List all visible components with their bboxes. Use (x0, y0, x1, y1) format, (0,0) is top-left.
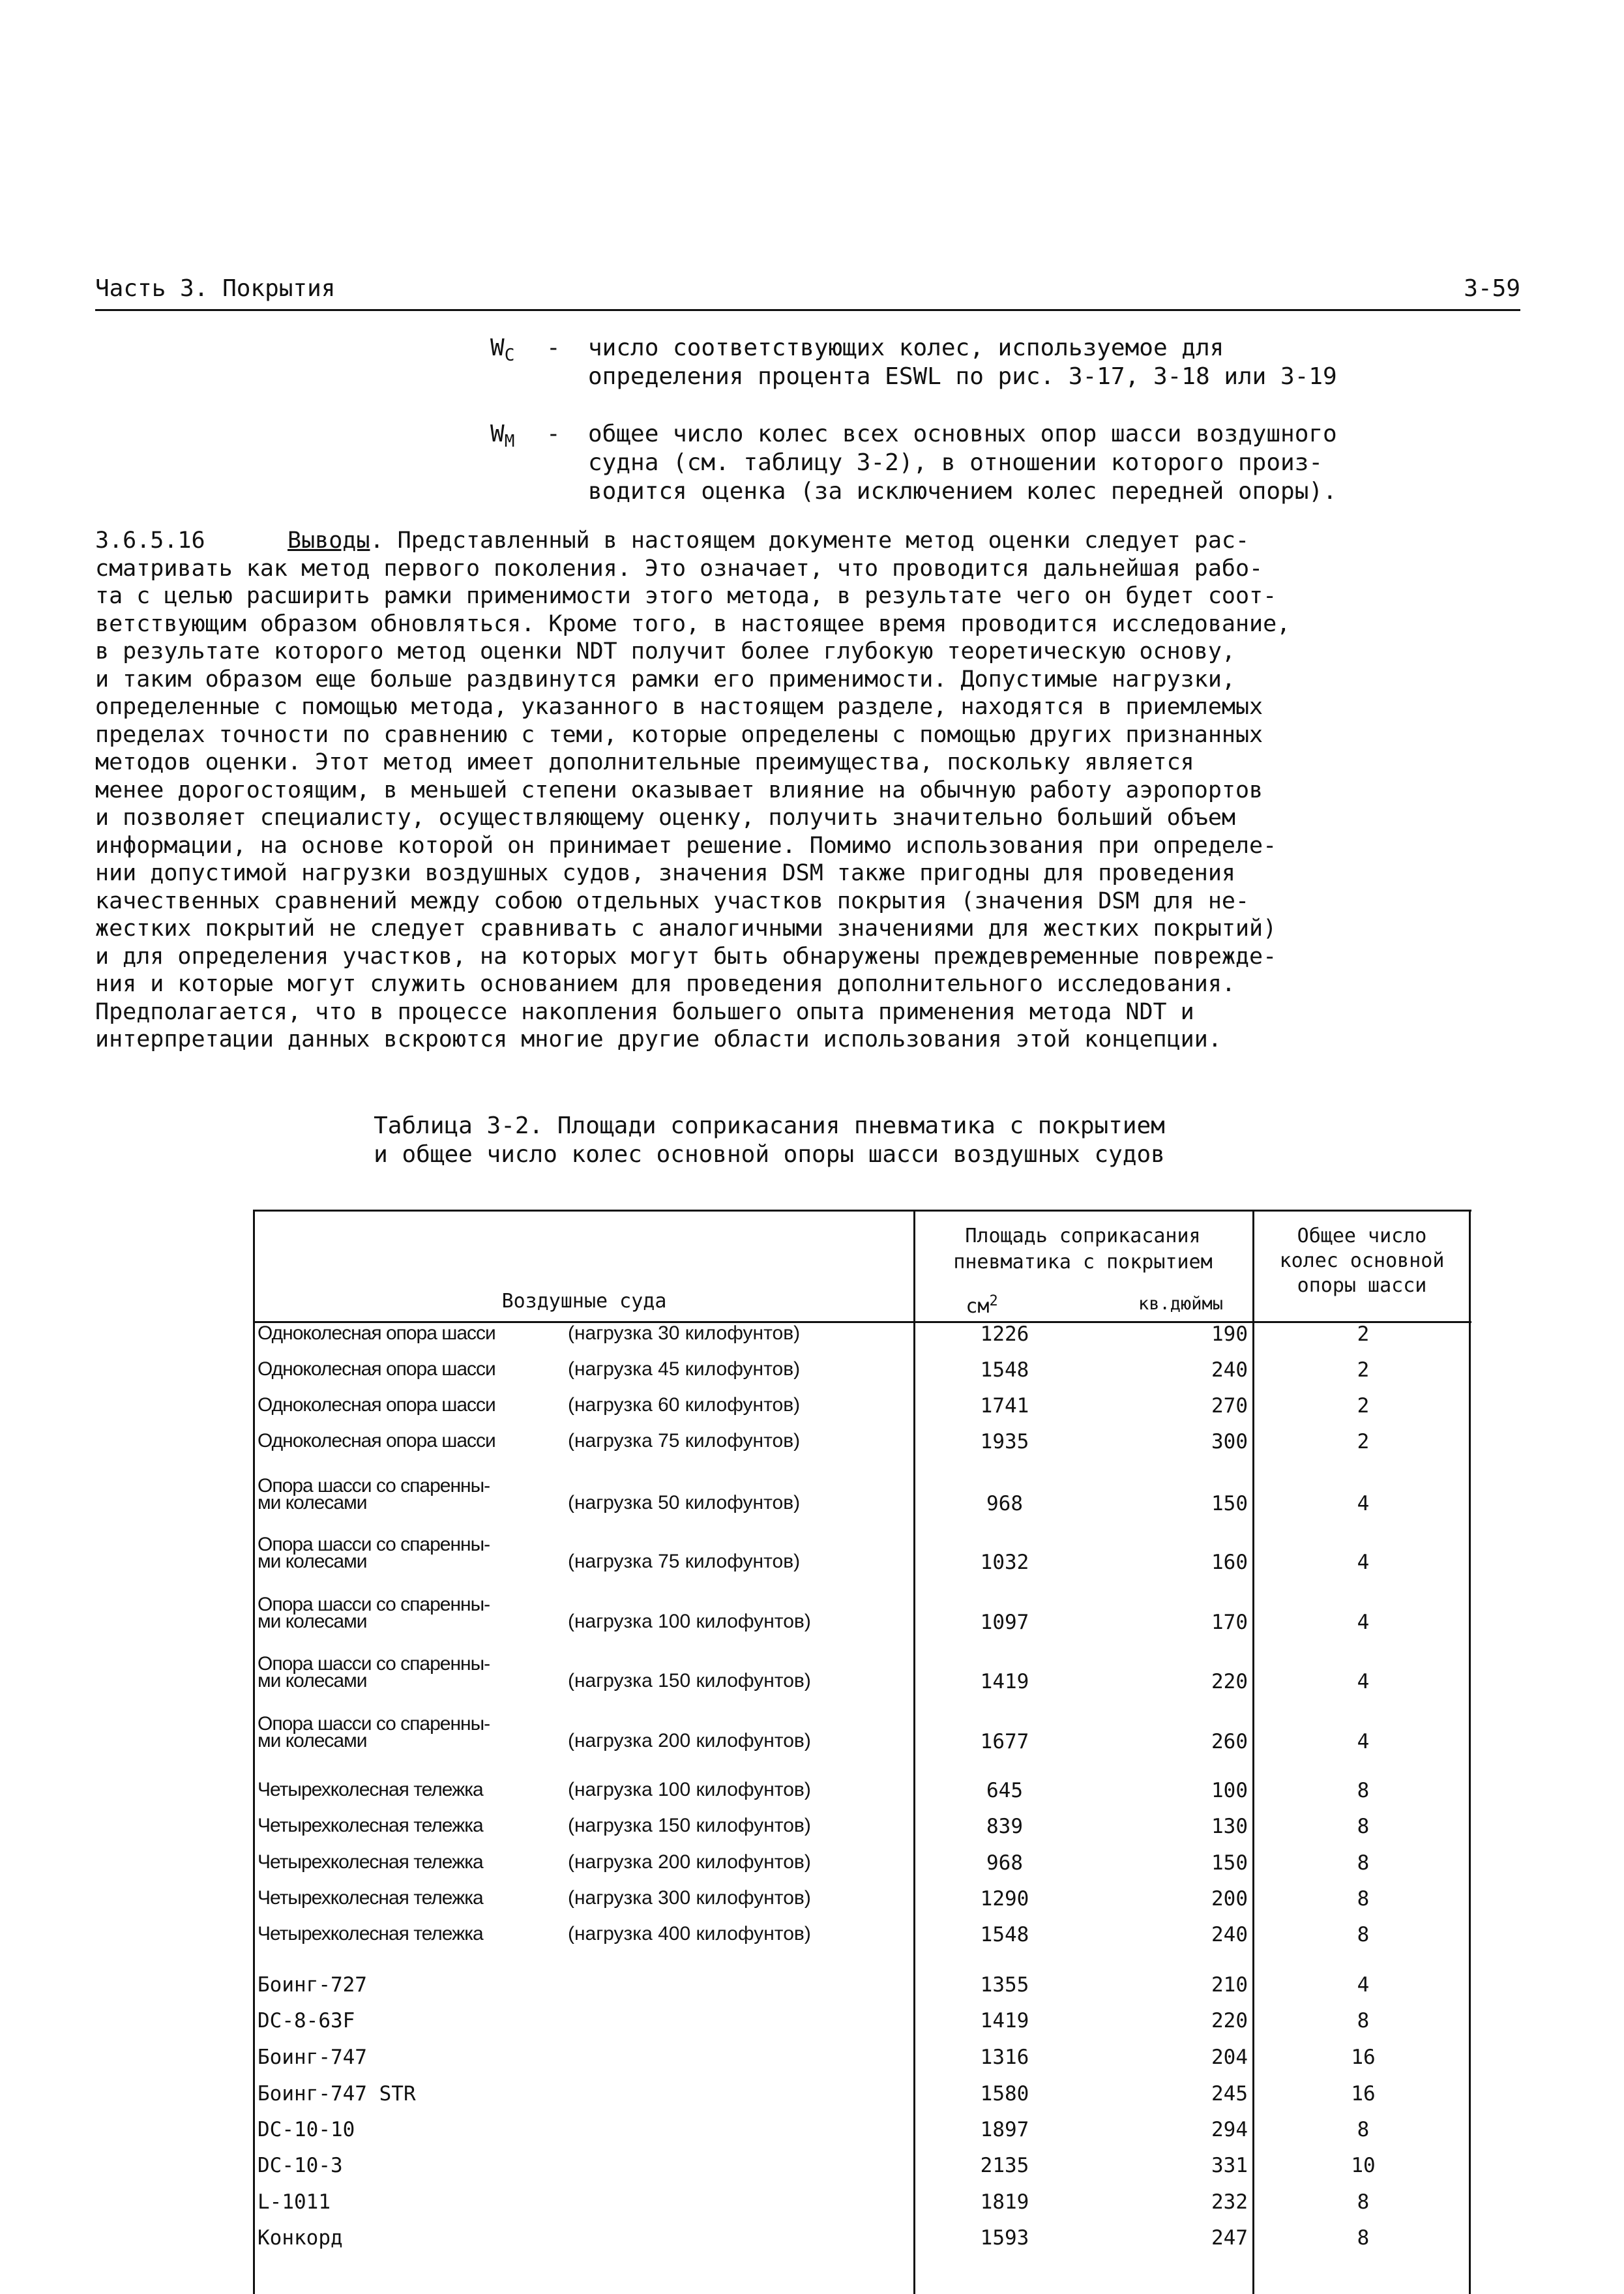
area-sq-in: 232 (1211, 2190, 1248, 2214)
aircraft-name: Четырехколесная тележка (258, 1815, 483, 1836)
load-note: (нагрузка 100 килофунтов) (568, 1779, 811, 1800)
para-line: в результате которого метод оценки NDT получит более глубокую теоретическую основу, (95, 638, 1235, 664)
area-cm2: 968 (986, 1851, 1023, 1875)
wheel-count: 4 (1357, 1730, 1370, 1753)
table-row (255, 1973, 1471, 2010)
area-sq-in: 260 (1211, 1730, 1248, 1753)
wheel-count: 4 (1357, 1551, 1370, 1574)
wheel-count: 4 (1357, 1611, 1370, 1634)
section-title: Часть 3. Покрытия (95, 275, 336, 302)
wheel-count: 8 (1357, 1851, 1370, 1875)
table-row (255, 1534, 1471, 1587)
symbol: $W_M$ (490, 421, 515, 452)
area-cm2: 1935 (980, 1430, 1029, 1453)
aircraft-name: Боинг-727 (258, 1973, 367, 1997)
definition-line: судна (см. таблицу 3-2), в отношении которого произ- (588, 449, 1323, 476)
load-note: (нагрузка 400 килофунтов) (568, 1923, 811, 1944)
load-note: (нагрузка 150 килофунтов) (568, 1670, 811, 1691)
table-row (255, 1653, 1471, 1706)
para-line: и позволяет специалисту, осуществляющему оценку, получить значительно больший объем (95, 805, 1235, 831)
aircraft-name-line1: Опора шасси со спаренны- (258, 1713, 490, 1735)
aircraft-name: DC-8-63F (258, 2009, 355, 2033)
para-line: ния и которые могут служить основанием для проведения дополнительного исследования. (95, 971, 1235, 997)
area-cm2: 1819 (980, 2190, 1029, 2214)
table-row (255, 1430, 1471, 1467)
wheel-count: 2 (1357, 1430, 1370, 1453)
para-line: методов оценки. Этот метод имеет дополнительные преимущества, поскольку является (95, 749, 1194, 775)
area-sq-in: 130 (1211, 1815, 1248, 1838)
area-cm2: 1548 (980, 1923, 1029, 1946)
area-sq-in: 240 (1211, 1358, 1248, 1382)
area-sq-in: 160 (1211, 1551, 1248, 1574)
table-row (255, 1358, 1471, 1395)
load-note: (нагрузка 45 килофунтов) (568, 1358, 801, 1380)
load-note: (нагрузка 200 килофунтов) (568, 1730, 811, 1751)
area-cm2: 645 (986, 1779, 1023, 1802)
table-row (255, 1779, 1471, 1815)
wheel-count: 8 (1357, 2009, 1370, 2033)
load-note: (нагрузка 60 килофунтов) (568, 1394, 801, 1416)
area-sq-in: 270 (1211, 1394, 1248, 1418)
header-count-line3: опоры шасси (1297, 1274, 1427, 1297)
aircraft-name-line1: Опора шасси со спаренны- (258, 1534, 490, 1555)
table-row (255, 2046, 1471, 2082)
conclusions-paragraph (95, 527, 1549, 1054)
para-line: определенные с помощью метода, указанного в настоящем разделе, находятся в приемлемых (95, 694, 1263, 720)
area-cm2: 968 (986, 1492, 1023, 1515)
dash: - (546, 421, 561, 447)
area-cm2: 1593 (980, 2226, 1029, 2250)
definition-line: водится оценка (за исключением колес передней опоры). (588, 478, 1337, 505)
area-sq-in: 240 (1211, 1923, 1248, 1946)
wheel-count: 16 (1351, 2046, 1376, 2069)
aircraft-name: Конкорд (258, 2226, 343, 2250)
area-cm2: 1419 (980, 1670, 1029, 1693)
aircraft-name: Боинг-747 STR (258, 2082, 416, 2106)
area-sq-in: 245 (1211, 2082, 1248, 2106)
aircraft-name: Четырехколесная тележка (258, 1887, 483, 1909)
load-note: (нагрузка 50 килофунтов) (568, 1492, 801, 1513)
wheel-count: 8 (1357, 2226, 1370, 2250)
symbol: $W_C$ (490, 335, 515, 366)
header-area-line1: Площадь соприкасания (965, 1225, 1201, 1247)
dash: - (546, 335, 561, 361)
area-sq-in: 170 (1211, 1611, 1248, 1634)
header-area-line2: пневматика с покрытием (953, 1251, 1213, 1274)
table-row (255, 1394, 1471, 1431)
section-number: 3.6.5.16 (95, 528, 205, 554)
aircraft-name: ми колесами (258, 1730, 367, 1751)
load-note: (нагрузка 100 килофунтов) (568, 1611, 811, 1632)
area-cm2: 1032 (980, 1551, 1029, 1574)
para-title: Выводы (288, 528, 370, 554)
caption-line: и общее число колес основной опоры шасси воздушных судов (374, 1141, 1165, 1168)
table-row (255, 2009, 1471, 2046)
header-count-line1: Общее число (1297, 1225, 1427, 1247)
para-line: ветствующим образом обновляться. Кроме того, в настоящее время проводится исследование, (95, 610, 1291, 637)
area-cm2: 839 (986, 1815, 1023, 1838)
area-sq-in: 247 (1211, 2226, 1248, 2250)
area-sq-in: 200 (1211, 1887, 1248, 1911)
wheel-count: 16 (1351, 2082, 1376, 2106)
para-line: сматривать как метод первого поколения. Это означает, что проводится дальнейшая рабо- (95, 555, 1263, 582)
table-row (255, 1887, 1471, 1924)
area-sq-in: 331 (1211, 2154, 1248, 2177)
para-line: пределах точности по сравнению с теми, которые определены с помощью других признанных (95, 721, 1263, 748)
definition-line: общее число колес всех основных опор шасси воздушного (588, 421, 1337, 447)
aircraft-name: ми колесами (258, 1670, 367, 1691)
area-sq-in: 220 (1211, 1670, 1248, 1693)
area-cm2: 1290 (980, 1887, 1029, 1911)
aircraft-name: L-1011 (258, 2190, 331, 2214)
area-cm2: 1677 (980, 1730, 1029, 1753)
area-cm2: 1897 (980, 2118, 1029, 2141)
load-note: (нагрузка 200 килофунтов) (568, 1851, 811, 1873)
load-note: (нагрузка 75 килофунтов) (568, 1551, 801, 1572)
wheel-count: 8 (1357, 1815, 1370, 1838)
page-number: 3-59 (1464, 275, 1520, 302)
definition-wc (490, 334, 1533, 393)
aircraft-name: Четырехколесная тележка (258, 1779, 483, 1800)
load-note: (нагрузка 30 килофунтов) (568, 1322, 801, 1344)
definition-line: определения процента ESWL по рис. 3-17, 3-18 или 3-19 (588, 363, 1337, 390)
definition-text (588, 334, 1533, 391)
wheel-count: 8 (1357, 1887, 1370, 1911)
area-cm2: 1097 (980, 1611, 1029, 1634)
area-sq-in: 300 (1211, 1430, 1248, 1453)
aircraft-name: ми колесами (258, 1611, 367, 1632)
area-sq-in: 190 (1211, 1322, 1248, 1346)
area-sq-in: 210 (1211, 1973, 1248, 1997)
para-line: и для определения участков, на которых могут быть обнаружены преждевременные поврежде- (95, 943, 1277, 970)
para-line: и таким образом еще больше раздвинутся рамки его применимости. Допустимые нагрузки, (95, 666, 1235, 693)
wheel-count: 8 (1357, 2118, 1370, 2141)
table-row (255, 2154, 1471, 2190)
aircraft-name: DC-10-3 (258, 2154, 343, 2177)
wheel-count: 4 (1357, 1973, 1370, 1997)
load-note: (нагрузка 300 килофунтов) (568, 1887, 811, 1909)
aircraft-name: Одноколесная опора шасси (258, 1430, 495, 1452)
load-note: (нагрузка 150 килофунтов) (568, 1815, 811, 1836)
aircraft-name-line1: Опора шасси со спаренны- (258, 1653, 490, 1675)
aircraft-name: Одноколесная опора шасси (258, 1322, 495, 1344)
table-row (255, 1815, 1471, 1851)
area-cm2: 1316 (980, 2046, 1029, 2069)
area-sq-in: 150 (1211, 1851, 1248, 1875)
wheel-count: 4 (1357, 1670, 1370, 1693)
load-note: (нагрузка 75 килофунтов) (568, 1430, 801, 1452)
para-lines (95, 555, 1549, 1054)
table-caption (196, 1112, 1343, 1169)
wheel-count: 4 (1357, 1492, 1370, 1515)
table-row (255, 1851, 1471, 1888)
para-line: качественных сравнений между собою отдельных участков покрытия (значения DSM для не- (95, 887, 1250, 914)
wheel-count: 8 (1357, 1923, 1370, 1946)
para-line: та с целью расширить рамки применимости этого метода, в результате чего он будет соот- (95, 583, 1277, 609)
area-sq-in: 100 (1211, 1779, 1248, 1802)
para-line: информации, на основе которой он принимает решение. Помимо использования при определе- (95, 832, 1277, 859)
table-row (255, 1713, 1471, 1766)
wheel-count: 8 (1357, 1779, 1370, 1802)
aircraft-name-line1: Опора шасси со спаренны- (258, 1594, 490, 1615)
table-row (255, 2190, 1471, 2227)
area-sq-in: 150 (1211, 1492, 1248, 1515)
para-first-line (95, 527, 1549, 555)
aircraft-name: Четырехколесная тележка (258, 1851, 483, 1873)
area-cm2: 1741 (980, 1394, 1029, 1418)
area-cm2: 1548 (980, 1358, 1029, 1382)
definition-wm (490, 420, 1533, 508)
table-row (255, 1923, 1471, 1959)
definition-text (588, 420, 1533, 506)
caption-line: Таблица 3-2. Площади соприкасания пневматика с покрытием (374, 1112, 1165, 1139)
wheel-count: 10 (1351, 2154, 1376, 2177)
wheel-count: 2 (1357, 1358, 1370, 1382)
area-sq-in: 220 (1211, 2009, 1248, 2033)
header-count-line2: колес основной (1279, 1249, 1445, 1272)
aircraft-table (253, 1210, 1471, 2294)
aircraft-name: ми колесами (258, 1492, 367, 1513)
table-row (255, 2118, 1471, 2154)
table-row (255, 2226, 1471, 2263)
aircraft-name: DC-10-10 (258, 2118, 355, 2141)
area-sq-in: 204 (1211, 2046, 1248, 2069)
para-line: жестких покрытий не следует сравнивать с аналогичными значениями для жестких покрытий) (95, 916, 1277, 942)
page-header (95, 273, 1520, 311)
definition-line: число соответствующих колес, используемое для (588, 335, 1224, 361)
aircraft-name: ми колесами (258, 1551, 367, 1572)
header-aircraft: Воздушные суда (501, 1290, 667, 1313)
para-text: . Представленный в настоящем документе метод оценки следует рас- (370, 528, 1250, 554)
table-row (255, 1475, 1471, 1528)
para-line: менее дорогостоящим, в меньшей степени оказывает влияние на обычную работу аэропортов (95, 777, 1263, 803)
aircraft-name: Одноколесная опора шасси (258, 1358, 495, 1380)
area-cm2: 2135 (980, 2154, 1029, 2177)
para-line: нии допустимой нагрузки воздушных судов, значения DSM также пригодны для проведения (95, 860, 1235, 886)
header-cm: $см^2$ (966, 1293, 998, 1318)
aircraft-name: Одноколесная опора шасси (258, 1394, 495, 1416)
table-row (255, 2082, 1471, 2119)
table-row (255, 1594, 1471, 1647)
wheel-count: 2 (1357, 1394, 1370, 1418)
aircraft-name-line1: Опора шасси со спаренны- (258, 1475, 490, 1497)
aircraft-name: Четырехколесная тележка (258, 1923, 483, 1944)
aircraft-name: Боинг-747 (258, 2046, 367, 2069)
header-sq-in: кв.дюймы (1138, 1294, 1224, 1314)
area-cm2: 1580 (980, 2082, 1029, 2106)
para-line: интерпретации данных вскроются многие другие области использования этой концепции. (95, 1026, 1222, 1052)
area-cm2: 1419 (980, 2009, 1029, 2033)
wheel-count: 8 (1357, 2190, 1370, 2214)
area-cm2: 1226 (980, 1322, 1029, 1346)
para-line: Предполагается, что в процессе накопления большего опыта применения метода NDT и (95, 998, 1194, 1025)
wheel-count: 2 (1357, 1322, 1370, 1346)
area-cm2: 1355 (980, 1973, 1029, 1997)
area-sq-in: 294 (1211, 2118, 1248, 2141)
table-row (255, 1322, 1471, 1359)
